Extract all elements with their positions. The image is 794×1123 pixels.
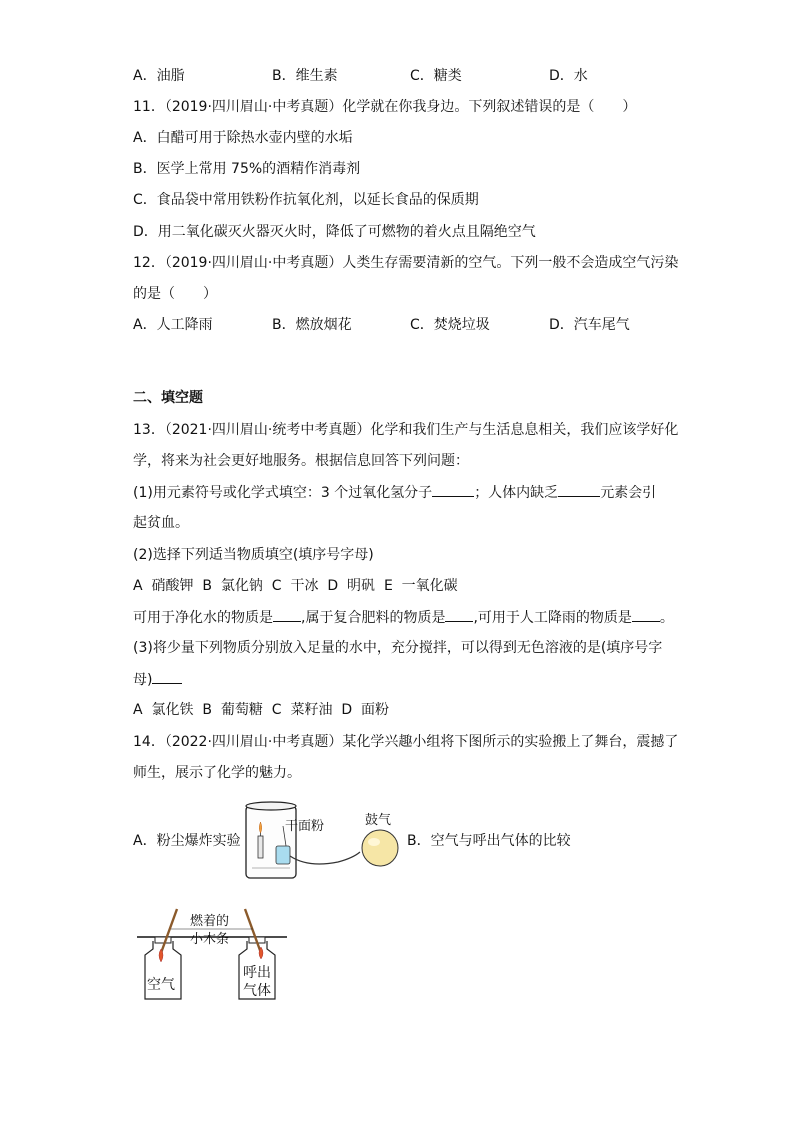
bottle-exhaled-label-2: 气体 bbox=[243, 983, 271, 999]
answer-blank-1[interactable] bbox=[432, 482, 474, 497]
q13-p2-options: A 硝酸钾 B 氯化钠 C 干冰 D 明矾 E 一氧化碳 bbox=[133, 578, 458, 594]
stick-label-2: 小木条 bbox=[190, 932, 230, 947]
q12-stem-line2: 的是（ ） bbox=[133, 286, 217, 302]
q10-option-c: C．糖类 bbox=[410, 68, 462, 84]
bellows-ball bbox=[362, 830, 398, 866]
q12-option-c: C．焚烧垃圾 bbox=[410, 317, 490, 333]
q13-p3-line2-row bbox=[133, 669, 182, 690]
q13-p2-text-a: 可用于净化水的物质是 bbox=[133, 610, 273, 626]
q10-option-b: B．维生素 bbox=[272, 68, 338, 84]
q10-option-d: D．水 bbox=[549, 68, 588, 84]
q13-p2-stem: (2)选择下列适当物质填空(填序号字母) bbox=[133, 547, 374, 563]
dust-explosion-figure bbox=[238, 800, 404, 886]
answer-blank-3[interactable] bbox=[273, 607, 301, 622]
answer-blank-2[interactable] bbox=[558, 482, 600, 497]
bottle-air-label: 空气 bbox=[147, 977, 175, 993]
q13-p1-text-c: 元素会引 bbox=[600, 485, 657, 501]
q13-p2-text-d: 。 bbox=[659, 610, 674, 626]
q13-part2-answers bbox=[133, 607, 674, 628]
q12-option-d: D．汽车尾气 bbox=[549, 317, 630, 333]
q13-p1-line2: 起贫血。 bbox=[133, 515, 189, 531]
q13-p2-text-b: ,属于复合肥料的物质是 bbox=[301, 610, 446, 626]
q13-p2-text-c: ,可用于人工降雨的物质是 bbox=[473, 610, 632, 626]
air-tube bbox=[290, 852, 360, 864]
bottle-exhaled-label-1: 呼出 bbox=[243, 965, 271, 981]
q13-p3-options: A 氯化铁 B 葡萄糖 C 菜籽油 D 面粉 bbox=[133, 702, 390, 718]
q14-option-a: A．粉尘爆炸实验 bbox=[133, 833, 241, 849]
stick-label-1: 燃着的 bbox=[190, 914, 230, 929]
q14-option-b: B．空气与呼出气体的比较 bbox=[407, 833, 571, 849]
answer-blank-6[interactable] bbox=[152, 669, 182, 684]
bellows-label: 鼓气 bbox=[365, 813, 392, 828]
section-title: 二、填空题 bbox=[133, 390, 203, 406]
q11-option-b: B．医学上常用 75%的酒精作消毒剂 bbox=[133, 161, 361, 177]
q13-stem-line1: 13．（2021·四川眉山·统考中考真题）化学和我们生产与生活息息相关，我们应该学好化 bbox=[133, 422, 679, 438]
q14-stem-line2: 师生，展示了化学的魅力。 bbox=[133, 765, 301, 781]
q12-stem-line1: 12．（2019·四川眉山·中考真题）人类生存需要清新的空气。下列一般不会造成空气污染 bbox=[133, 255, 679, 271]
flour-label: 干面粉 bbox=[285, 819, 325, 834]
q12-option-b: B．燃放烟花 bbox=[272, 317, 352, 333]
q13-p1-text-a: (1)用元素符号或化学式填空：3 个过氧化氢分子 bbox=[133, 485, 433, 501]
q11-option-a: A．白醋可用于除热水壶内壁的水垢 bbox=[133, 130, 353, 146]
flour-cup bbox=[276, 846, 290, 864]
q12-option-a: A．人工降雨 bbox=[133, 317, 213, 333]
q13-p3-line2: 母) bbox=[133, 672, 153, 688]
q10-option-a: A．油脂 bbox=[133, 68, 185, 84]
glass-jar bbox=[246, 806, 296, 878]
q11-option-c: C．食品袋中常用铁粉作抗氧化剂，以延长食品的保质期 bbox=[133, 192, 479, 208]
q13-p3-line1: (3)将少量下列物质分别放入足量的水中，充分搅拌，可以得到无色溶液的是(填序号字 bbox=[133, 640, 663, 656]
answer-blank-4[interactable] bbox=[445, 607, 473, 622]
q14-stem-line1: 14．（2022·四川眉山·中考真题）某化学兴趣小组将下图所示的实验搬上了舞台，震撼了 bbox=[133, 734, 679, 750]
jar-lid bbox=[246, 802, 296, 810]
q13-p1-text-b: ；人体内缺乏 bbox=[474, 485, 559, 501]
answer-blank-5[interactable] bbox=[632, 607, 660, 622]
candle bbox=[258, 836, 263, 858]
q11-option-d: D．用二氧化碳灭火器灭火时，降低了可燃物的着火点且隔绝空气 bbox=[133, 224, 536, 240]
q13-part1 bbox=[133, 482, 656, 503]
q11-stem: 11．（2019·四川眉山·中考真题）化学就在你我身边。下列叙述错误的是（ ） bbox=[133, 99, 637, 115]
gas-comparison-figure bbox=[133, 907, 293, 1007]
q13-stem-line2: 学，将来为社会更好地服务。根据信息回答下列问题： bbox=[133, 453, 469, 469]
